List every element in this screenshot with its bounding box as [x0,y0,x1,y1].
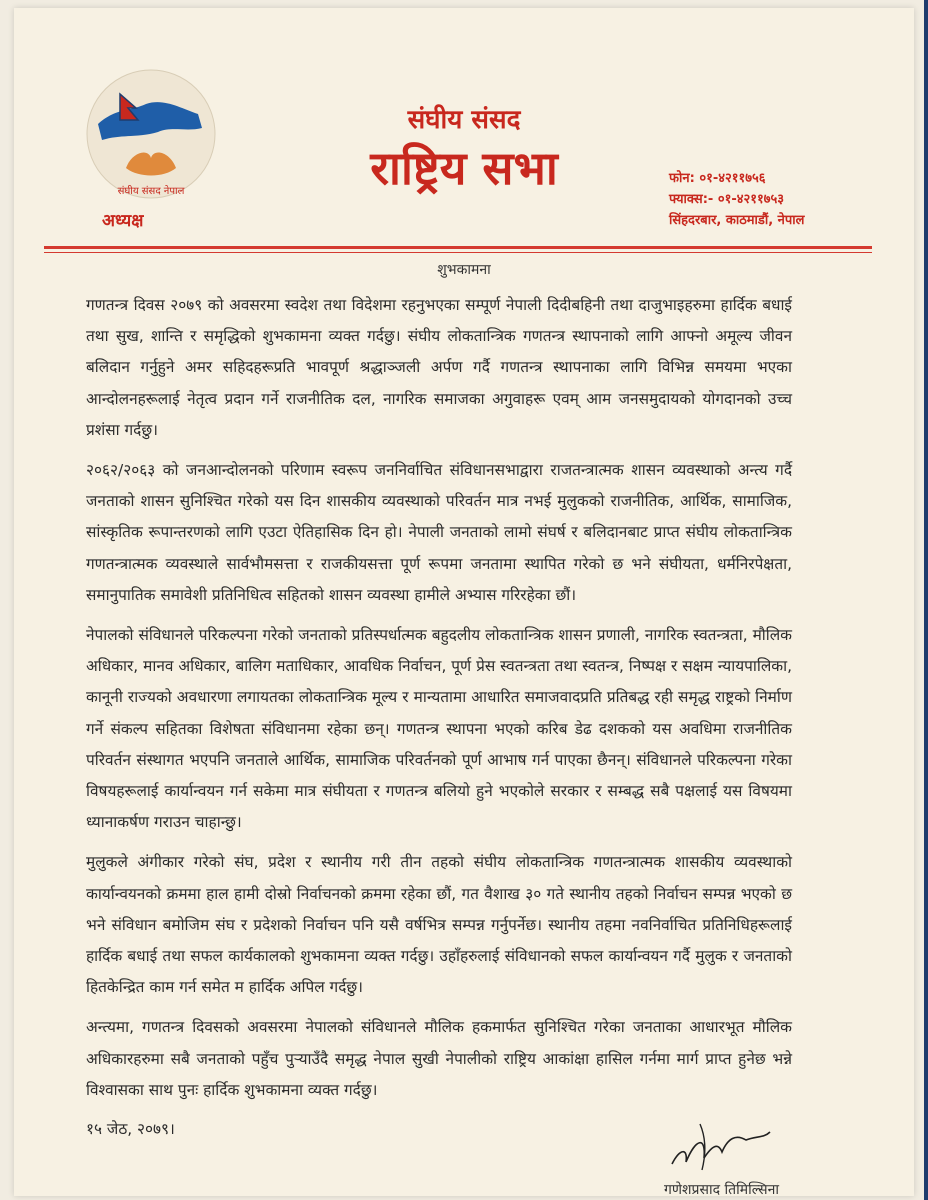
letter-subject: शुभकामना [437,262,491,278]
signer-name: गणेशप्रसाद तिमिल्सिना [664,1182,780,1198]
logo-caption: संघीय संसद नेपाल [117,186,185,197]
paragraph: अन्त्यमा, गणतन्त्र दिवसको अवसरमा नेपालको संविधानले मौलिक हकमार्फत सुनिश्चित गरेका जनताका आधारभूत मौलिक अधिकारहरुमा सबै जनताको पहुँच पुऱ्याउँदै समृद्ध नेपाल सुखी नेपालीको राष्ट्रिय आकांक्षा हासिल गर्नमा मार्ग प्राप्त हुनेछ भन्ने विश्वासका साथ पुनः हार्दिक शुभकामना व्यक्त गर्दछु। [86,1018,792,1099]
phone-number: फोन: ०१-४२११७५६ [669,171,766,186]
institution-title: संघीय संसद [407,105,521,135]
letter-body [86,290,792,1115]
chair-label: अध्यक्ष [102,211,144,231]
paragraph: २०६२/२०६३ को जनआन्दोलनको परिणाम स्वरूप जननिर्वाचित संविधानसभाद्वारा राजतन्त्रात्मक शासन व्यवस्थाको अन्त्य गर्दै जनताको शासन सुनिश्चित गरेको यस दिन शासकीय व्यवस्थाको परिवर्तन मात्र नभई मुलुकको राजनीतिक, आर्थिक, सामाजिक, सांस्कृतिक रूपान्तरणको लागि एउटा ऐतिहासिक दिन हो। नेपाली जनताको लामो संघर्ष र बलिदानबाट प्राप्त संघीय लोकतान्त्रिक गणतन्त्रात्मक व्यवस्थाले सार्वभौमसत्ता र राजकीयसत्ता पूर्ण रूपमा जनतामा स्थापित गरेको छ भने संघीयता, धर्मनिरपेक्षता, समानुपातिक समावेशी प्रतिनिधित्व सहितको शासन व्यवस्था हामीले अभ्यास गरिरहेका छौं। [86,461,792,604]
letter-sheet [14,8,914,1196]
paragraph: मुलुकले अंगीकार गरेको संघ, प्रदेश र स्थानीय गरी तीन तहको संघीय लोकतान्त्रिक गणतन्त्रात्मक शासकीय व्यवस्थाको कार्यान्वयनको क्रममा हाल हामी दोस्रो निर्वाचनको क्रममा रहेका छौं, गत वैशाख ३० गते स्थानीय तहको निर्वाचन सम्पन्न भएको छ भने संविधान बमोजिम संघ र प्रदेशको निर्वाचन पनि यसै वर्षभित्र सम्पन्न गर्नुपर्नेछ। स्थानीय तहमा नवनिर्वाचित प्रतिनिधिहरूलाई हार्दिक बधाई तथा सफल कार्यकालको शुभकामना व्यक्त गर्दछु। उहाँहरुलाई संविधानको सफल कार्यान्वयन गर्दै मुलुक र जनताको हितकेन्द्रित काम गर्न समेत म हार्दिक अपिल गर्दछु। [86,853,792,997]
handwritten-signature [666,1118,774,1174]
header-rule-thin [44,252,872,253]
fax-number: फ्याक्स:- ०१-४२११७५३ [669,192,785,207]
paragraph: गणतन्त्र दिवस २०७९ को अवसरमा स्वदेश तथा विदेशमा रहनुभएका सम्पूर्ण नेपाली दिदीबहिनी तथा दाजुभाइहरुमा हार्दिक बधाई तथा सुख, शान्ति र समृद्धिको शुभकामना व्यक्त गर्दछु। संघीय लोकतान्त्रिक गणतन्त्र स्थापनाको लागि आफ्नो अमूल्य जीवन बलिदान गर्नुहुने अमर सहिदहरूप्रति भावपूर्ण श्रद्धाञ्जली अर्पण गर्दै गणतन्त्र स्थापनाका लागि विभिन्न समयमा भएका आन्दोलनहरूलाई नेतृत्व प्रदान गर्ने राजनीतिक दल, नागरिक समाजका अगुवाहरू एवम् आम जनसमुदायको योगदानको उच्च प्रशंसा गर्दछु। [86,296,792,439]
address: सिंहदरबार, काठमाडौं, नेपाल [669,213,805,228]
letter-date: १५ जेठ, २०७९। [86,1120,175,1138]
header-rule [44,246,872,249]
chamber-title: राष्ट्रिय सभा [370,141,558,195]
paragraph: नेपालको संविधानले परिकल्पना गरेको जनताको प्रतिस्पर्धात्मक बहुदलीय लोकतान्त्रिक शासन प्रणाली, नागरिक स्वतन्त्रता, मौलिक अधिकार, मानव अधिकार, बालिग मताधिकार, आवधिक निर्वाचन, पूर्ण प्रेस स्वतन्त्रता तथा स्वतन्त्र, निष्पक्ष र सक्षम न्यायपालिका, कानूनी राज्यको अवधारणा लगायतका लोकतान्त्रिक मूल्य र मान्यतामा आधारित समाजवादप्रति प्रतिबद्ध रही समृद्ध राष्ट्रको निर्माण गर्ने संकल्प सहितका विशेषता संविधानमा रहेका छन्। गणतन्त्र स्थापना भएको करिब डेढ दशकको यस अवधिमा राजनीतिक परिवर्तन संस्थागत भएपनि जनताले आर्थिक, सामाजिक परिवर्तनको पूर्ण आभाष गर्न पाएका छैनन्। संविधानले परिकल्पना गरेका विषयहरूलाई कार्यान्वयन गर्न सकेमा मात्र संघीयता र गणतन्त्र बलियो हुने भएकोले सरकार र सम्बद्ध सबै पक्षलाई यस विषयमा ध्यानाकर्षण गराउन चाहान्छु। [86,626,792,832]
contact-block [669,168,804,231]
page-edge [924,0,928,1200]
